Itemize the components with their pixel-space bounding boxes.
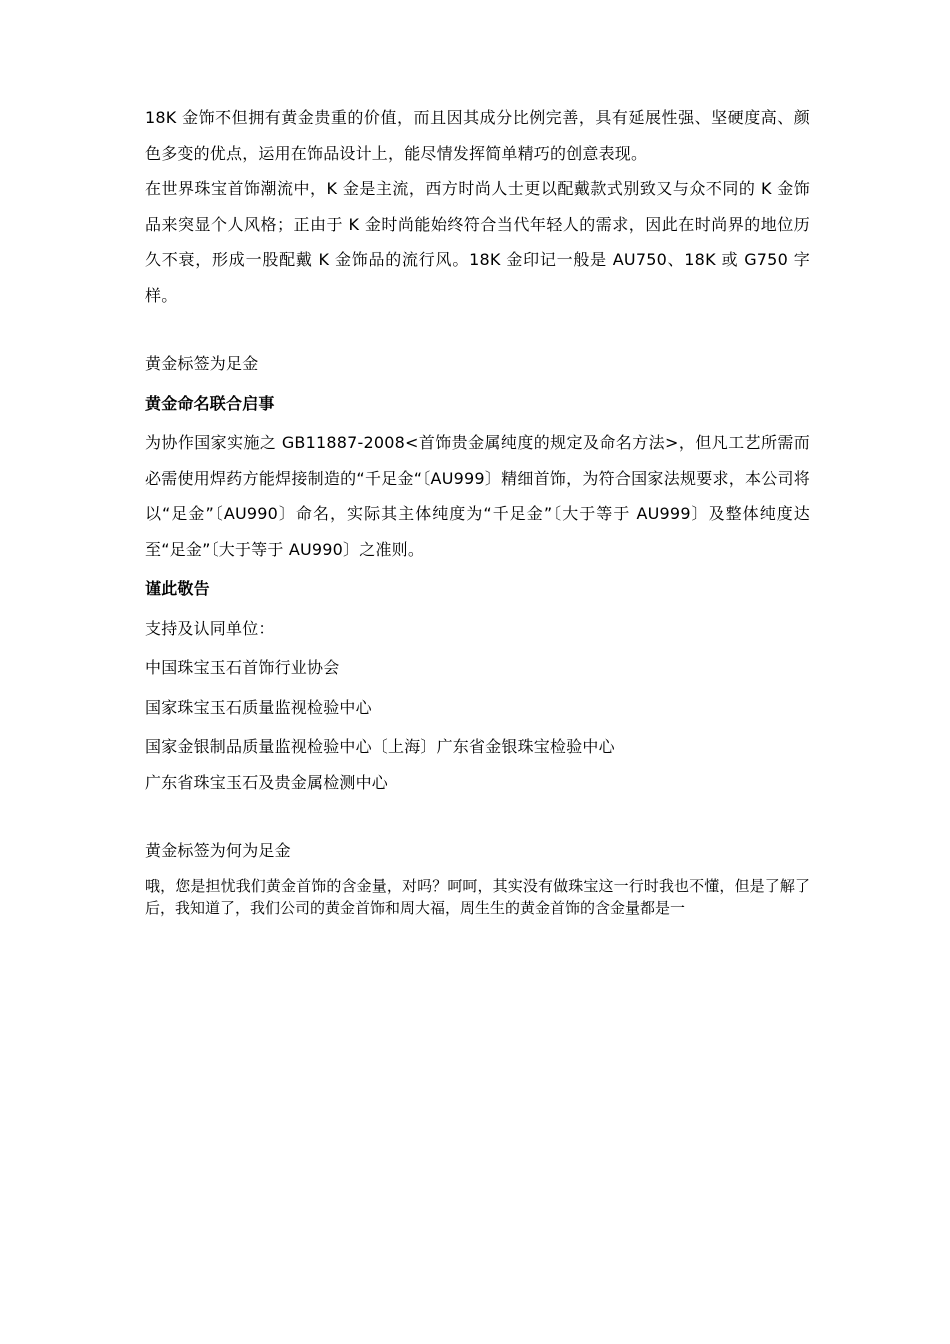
heading-why-full-gold: 黄金标签为何为足金: [145, 841, 291, 860]
paragraph-k-gold-trend: 在世界珠宝首饰潮流中，K 金是主流，西方时尚人士更以配戴款式别致又与众不同的 K 金饰品来突显个人风格；正由于 K 金时尚能始终符合当代年轻人的需求，因此在时尚界的地位历久不衰，形成一股配戴 K 金饰品的流行风。18K 金印记一般是 AU750、18K 或 G750 字样。: [145, 179, 810, 305]
paragraph-notice-body: 为协作国家实施之 GB11887-2008<首饰贵金属纯度的规定及命名方法>，但凡工艺所需而必需使用焊药方能焊接制造的“千足金“〔AU999〕精细首饰，为符合国家法规要求，本公司将以“足金”〔AU990〕命名，实际其主体纯度为“千足金”〔大于等于 AU999〕及整体纯度达至“足金”〔大于等于 AU990〕之准则。: [145, 433, 810, 559]
support-label: 支持及认同单位：: [145, 618, 275, 638]
heading-gold-label: 黄金标签为足金: [145, 354, 259, 373]
org-item-4: 广东省珠宝玉石及贵金属检测中心: [145, 772, 389, 792]
org-item-2: 国家珠宝玉石质量监视检验中心: [145, 697, 372, 717]
heading-joint-notice: 黄金命名联合启事: [145, 393, 275, 413]
document-page: [145, 100, 810, 919]
org-item-3: 国家金银制品质量监视检验中心〔上海〕广东省金银珠宝检验中心: [145, 737, 615, 756]
paragraph-18k-intro: 18K 金饰不但拥有黄金贵重的价值，而且因其成分比例完善，具有延展性强、坚硬度高、颜色多变的优点，运用在饰品设计上，能尽情发挥简单精巧的创意表现。: [145, 108, 810, 163]
paragraph-answer: 哦，您是担忧我们黄金首饰的含金量，对吗？呵呵，其实没有做珠宝这一行时我也不懂，但是了解了后，我知道了，我们公司的黄金首饰和周大福，周生生的黄金首饰的含金量都是一: [145, 876, 810, 917]
closing-text: 谨此敬告: [145, 579, 210, 598]
org-item-1: 中国珠宝玉石首饰行业协会: [145, 658, 340, 677]
